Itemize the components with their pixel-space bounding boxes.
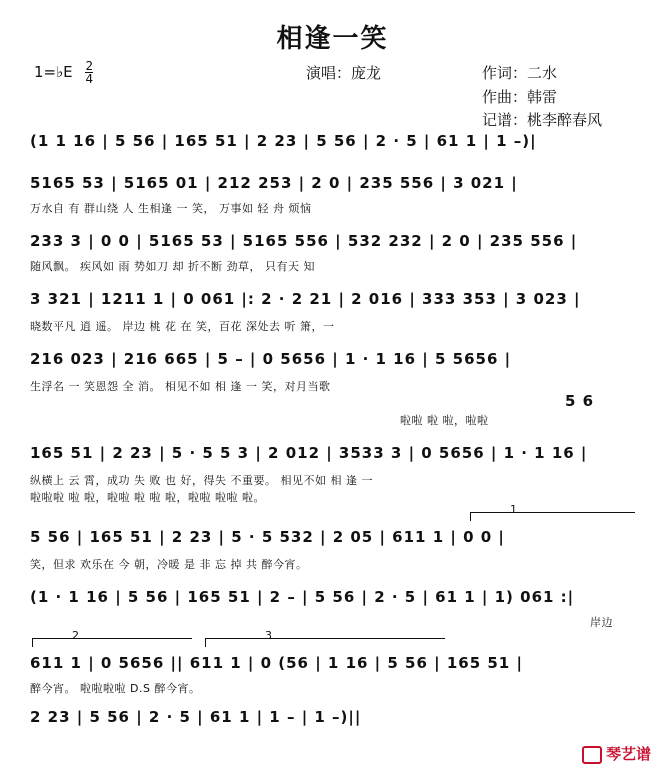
staff-row-2: 5165 53 | 5165 01 | 212 253 | 2 0 | 235 556 | 3 021 | [30, 174, 518, 192]
staff-row-10: 2 23 | 5 56 | 2 · 5 | 61 1 | 1 – | 1 –)|| [30, 708, 362, 726]
lyric-row-6b: 啦啦啦 啦 啦，啦啦 啦 啦 啦，啦啦 啦啦 啦。 [30, 491, 265, 504]
lyric-row-9: 醉今宵。 啦啦啦啦 D.S 醉今宵。 [30, 682, 201, 695]
volta-bracket-2 [32, 638, 192, 639]
page-title: 相逢一笑 [276, 24, 389, 54]
key-label: 1=♭E [34, 63, 73, 81]
lyric-row-8: 岸边 [590, 616, 613, 629]
lyric-row-3: 随风飘。 疾风如 雨 势如刀 却 折不断 劲草， 只有天 知 [30, 260, 315, 273]
harmony-notes: 5 6 [565, 392, 595, 410]
volta-bracket-1 [470, 512, 635, 513]
time-signature-bottom: 4 [85, 72, 94, 86]
logo-icon [582, 746, 602, 764]
volta-label-3: 3 [265, 629, 272, 642]
volta-label-2: 2 [72, 629, 79, 642]
lyric-row-4: 晓数平凡 逍 遥。 岸边 桃 花 在 笑，百花 深处去 听 箫，一 [30, 320, 335, 333]
staff-row-7: 5 56 | 165 51 | 2 23 | 5 · 5 532 | 2 05 | 611 1 | 0 0 | [30, 528, 505, 546]
singer-credit: 演唱：庞龙 [306, 64, 382, 82]
volta-bracket-3 [205, 638, 445, 639]
key-signature [34, 60, 93, 85]
staff-row-9: 611 1 | 0 5656 || 611 1 | 0 (56 | 1 16 | 5 56 | 165 51 | [30, 654, 523, 672]
lyric-row-5: 生浮名 一 笑恩怨 全 消。 相见不如 相 逢 一 笑，对月当歌 [30, 380, 331, 393]
staff-row-5: 216 023 | 216 665 | 5 – | 0 5656 | 1 · 1 16 | 5 5656 | [30, 350, 512, 368]
lyric-row-2: 万水自 有 群山绕 人 生相逢 一 笑， 万事如 轻 舟 烦恼 [30, 202, 312, 215]
staff-row-6: 165 51 | 2 23 | 5 · 5 5 3 | 2 012 | 3533 3 | 0 5656 | 1 · 1 16 | [30, 444, 588, 462]
staff-row-4: 3 321 | 1211 1 | 0 061 |: 2 · 2 21 | 2 016 | 333 353 | 3 023 | [30, 290, 581, 308]
harmony-lyrics: 啦啦 啦 啦，啦啦 [400, 414, 489, 427]
site-logo [582, 743, 651, 764]
lyric-row-7: 笑，但求 欢乐在 今 朝，冷暖 是 非 忘 掉 共 醉今宵。 [30, 558, 308, 571]
logo-text: 琴艺谱 [605, 745, 651, 763]
lyricist-credit: 作词：二水 [482, 64, 558, 82]
time-signature [85, 60, 93, 85]
transcriber-credit: 记谱：桃李醉春风 [482, 111, 603, 129]
staff-row-8: (1 · 1 16 | 5 56 | 165 51 | 2 – | 5 56 | 2 · 5 | 61 1 | 1) 061 :| [30, 588, 575, 606]
staff-row-3: 233 3 | 0 0 | 5165 53 | 5165 556 | 532 232 | 2 0 | 235 556 | [30, 232, 578, 250]
time-signature-top: 2 [85, 59, 94, 73]
volta-label-1: 1 [510, 503, 517, 516]
staff-row-1: (1 1 16 | 5 56 | 165 51 | 2 23 | 5 56 | 2 · 5 | 61 1 | 1 –)| [30, 132, 537, 150]
composer-credit: 作曲：韩雷 [482, 88, 558, 106]
lyric-row-6: 纵横上 云 霄，成功 失 败 也 好，得失 不重要。 相见不如 相 逢 一 [30, 474, 373, 487]
